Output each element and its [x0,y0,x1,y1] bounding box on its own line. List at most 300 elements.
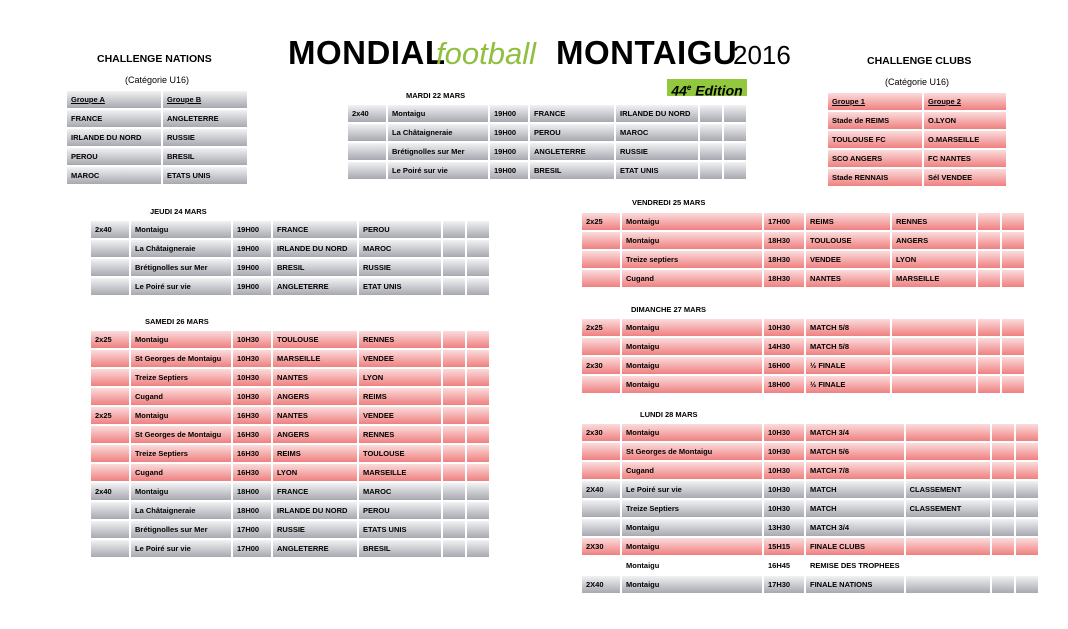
match-team-home-cell: FINALE CLUBS [806,538,904,555]
match-row [91,388,489,405]
match-team-away-cell [906,424,990,441]
group-header-cell: Groupe 1 [828,93,922,110]
match-format-cell [582,443,620,460]
match-team-home-cell: REIMS [273,445,357,462]
group-row [67,167,247,184]
match-blank-cell [1016,500,1038,517]
match-blank-cell [443,350,465,367]
day-lundi: LUNDI 28 MARS [640,410,698,419]
match-team-away-cell: VENDEE [359,350,441,367]
match-blank-cell [992,519,1014,536]
match-team-home-cell: ANGLETERRE [273,278,357,295]
match-blank-cell [724,143,746,160]
match-row [582,232,1024,249]
match-venue-cell: Cugand [131,464,231,481]
match-blank-cell [443,221,465,238]
match-format-cell [91,240,129,257]
match-blank-cell [467,278,489,295]
schedule-lundi-table [580,422,1040,595]
match-format-cell [348,124,386,141]
group-team-cell: MAROC [67,167,161,184]
schedule-samedi-table [89,329,491,559]
match-team-away-cell: RUSSIE [359,259,441,276]
match-team-home-cell: MATCH 7/8 [806,462,904,479]
match-time-cell: 17H00 [233,540,271,557]
match-blank-cell [978,338,1000,355]
match-venue-cell: Montaigu [622,538,762,555]
match-venue-cell: Montaigu [388,105,488,122]
match-blank-cell [443,407,465,424]
match-row [582,443,1038,460]
match-team-home-cell: ANGERS [273,426,357,443]
match-blank-cell [443,278,465,295]
match-venue-cell: St Georges de Montaigu [622,443,762,460]
match-blank-cell [978,251,1000,268]
match-blank-cell [978,319,1000,336]
match-format-cell [582,338,620,355]
match-format-cell [582,500,620,517]
match-format-cell: 2x40 [91,483,129,500]
match-time-cell: 19H00 [490,105,528,122]
schedule-dimanche-table [580,317,1026,395]
match-team-away-cell: PEROU [359,221,441,238]
match-blank-cell [978,357,1000,374]
match-team-away-cell [906,462,990,479]
match-time-cell: 10H30 [233,388,271,405]
match-venue-cell: Montaigu [622,357,762,374]
match-team-home-cell: FRANCE [273,221,357,238]
match-time-cell: 18H30 [764,232,804,249]
match-team-home-cell: LYON [273,464,357,481]
match-row [91,464,489,481]
clubs-subtitle: (Catégorie U16) [885,77,950,87]
edition-text: Edition [691,82,743,99]
match-blank-cell [467,350,489,367]
match-team-home-cell: MATCH 3/4 [806,519,904,536]
match-blank-cell [1016,538,1038,555]
match-time-cell: 18H30 [764,270,804,287]
match-team-away-cell: ANGERS [892,232,976,249]
match-team-away-cell [906,443,990,460]
group-team-cell: ETATS UNIS [163,167,247,184]
match-venue-cell: Montaigu [131,483,231,500]
match-row [348,124,746,141]
group-header-row [828,93,1006,110]
match-blank-cell [1002,270,1024,287]
match-format-cell [582,270,620,287]
match-row [582,376,1024,393]
match-row [582,500,1038,517]
match-team-home-cell: MATCH 5/8 [806,338,890,355]
match-blank-cell [992,481,1014,498]
group-row [67,129,247,146]
match-time-cell: 10H30 [764,500,804,517]
match-time-cell: 10H30 [764,319,804,336]
match-blank-cell [443,445,465,462]
match-format-cell: 2x25 [91,407,129,424]
match-venue-cell: Le Poiré sur vie [131,540,231,557]
match-blank-cell [700,105,722,122]
match-format-cell: 2X40 [582,576,620,593]
match-venue-cell: Treize septiers [622,251,762,268]
title-year: 2016 [733,40,791,70]
match-team-away-cell: RENNES [892,213,976,230]
match-format-cell [582,519,620,536]
match-team-home-cell: NANTES [273,369,357,386]
title-mondial: MONDIAL [288,34,446,71]
group-team-cell: BRESIL [163,148,247,165]
match-time-cell: 19H00 [490,143,528,160]
match-row [348,143,746,160]
match-venue-cell: Brétignolles sur Mer [388,143,488,160]
group-row [828,112,1006,129]
match-blank-cell [1016,443,1038,460]
match-venue-cell: Montaigu [622,424,762,441]
group-team-cell: SCO ANGERS [828,150,922,167]
match-row [582,270,1024,287]
match-venue-cell: Montaigu [622,232,762,249]
match-time-cell: 19H00 [490,162,528,179]
group-team-cell: FC NANTES [924,150,1006,167]
match-blank-cell [992,538,1014,555]
match-team-away-cell [892,319,976,336]
match-blank-cell [978,376,1000,393]
match-team-away-cell: CLASSEMENT [906,500,990,517]
match-blank-cell [1016,557,1038,574]
schedule-vendredi-table [580,211,1026,289]
match-format-cell [348,143,386,160]
match-blank-cell [443,331,465,348]
match-row [91,445,489,462]
schedule-mardi-table [346,103,748,181]
match-blank-cell [724,162,746,179]
match-row [91,521,489,538]
match-team-away-cell: MAROC [616,124,698,141]
match-team-home-cell: ½ FINALE [806,376,890,393]
match-team-home-cell: ½ FINALE [806,357,890,374]
match-blank-cell [443,464,465,481]
match-team-home-cell: BRESIL [530,162,614,179]
match-row [582,576,1038,593]
match-time-cell: 16H00 [764,357,804,374]
match-blank-cell [467,464,489,481]
match-format-cell: 2X30 [582,538,620,555]
match-time-cell: 15H15 [764,538,804,555]
match-time-cell: 19H00 [233,240,271,257]
match-row [348,162,746,179]
match-venue-cell: La Châtaigneraie [131,502,231,519]
match-time-cell: 18H30 [764,251,804,268]
match-row [91,350,489,367]
match-blank-cell [443,483,465,500]
group-team-cell: ANGLETERRE [163,110,247,127]
match-format-cell [582,557,620,574]
match-time-cell: 10H30 [764,481,804,498]
match-blank-cell [992,557,1014,574]
match-time-cell: 18H00 [764,376,804,393]
match-format-cell [348,162,386,179]
match-team-away-cell: BRESIL [359,540,441,557]
match-time-cell: 10H30 [764,424,804,441]
nations-subtitle: (Catégorie U16) [125,75,190,85]
match-format-cell [91,369,129,386]
match-format-cell [582,376,620,393]
match-team-away-cell: PEROU [359,502,441,519]
match-row [91,369,489,386]
match-venue-cell: Brétignolles sur Mer [131,521,231,538]
match-blank-cell [1002,319,1024,336]
match-blank-cell [992,576,1014,593]
match-team-home-cell: IRLANDE DU NORD [273,502,357,519]
group-row [828,169,1006,186]
match-row [582,213,1024,230]
match-row [91,259,489,276]
match-format-cell: 2X40 [582,481,620,498]
match-venue-cell: Treize Septiers [131,445,231,462]
match-venue-cell: Montaigu [622,519,762,536]
match-time-cell: 10H30 [764,462,804,479]
group-row [828,131,1006,148]
group-header-row [67,91,247,108]
nations-title: CHALLENGE NATIONS [97,53,212,65]
match-format-cell [582,462,620,479]
match-row [582,319,1024,336]
match-row [91,483,489,500]
match-blank-cell [992,443,1014,460]
match-blank-cell [443,240,465,257]
match-blank-cell [1016,462,1038,479]
group-team-cell: Stade RENNAIS [828,169,922,186]
group-team-cell: FRANCE [67,110,161,127]
match-blank-cell [467,407,489,424]
match-blank-cell [700,124,722,141]
match-format-cell [91,445,129,462]
match-team-home-cell: PEROU [530,124,614,141]
match-venue-cell: Cugand [622,270,762,287]
match-row [582,338,1024,355]
match-time-cell: 13H30 [764,519,804,536]
match-blank-cell [467,240,489,257]
match-time-cell: 17H00 [764,213,804,230]
match-team-away-cell: RENNES [359,426,441,443]
match-team-away-cell: RENNES [359,331,441,348]
match-team-home-cell: ANGERS [273,388,357,405]
match-team-away-cell [906,519,990,536]
match-format-cell: 2x25 [582,319,620,336]
match-time-cell: 16H45 [768,561,791,570]
match-team-home-cell: RUSSIE [273,521,357,538]
match-team-away-cell: MARSEILLE [892,270,976,287]
match-format-cell [91,278,129,295]
match-blank-cell [978,232,1000,249]
match-team-away-cell: REIMS [359,388,441,405]
day-samedi: SAMEDI 26 MARS [145,317,209,326]
match-time-cell: 19H00 [490,124,528,141]
match-time-cell: 10H30 [233,350,271,367]
match-format-cell: 2x30 [582,424,620,441]
match-format-cell: 2x25 [582,213,620,230]
match-blank-cell [443,259,465,276]
match-team-home-cell: NANTES [273,407,357,424]
match-row [582,519,1038,536]
match-row [91,240,489,257]
match-team-home-cell: MATCH [806,500,904,517]
match-row [582,251,1024,268]
day-vendredi: VENDREDI 25 MARS [632,198,706,207]
group-row [67,110,247,127]
edition-number: 44 [671,82,687,99]
match-blank-cell [1002,357,1024,374]
match-blank-cell [1016,576,1038,593]
match-team-away-cell: VENDEE [359,407,441,424]
match-team-home-cell: MATCH 3/4 [806,424,904,441]
group-team-cell: PEROU [67,148,161,165]
match-format-cell [582,251,620,268]
match-team-home-cell: FINALE NATIONS [806,576,904,593]
match-time-cell: 14H30 [764,338,804,355]
match-blank-cell [1002,213,1024,230]
match-time-cell: 10H30 [233,369,271,386]
match-venue-cell: Le Poiré sur vie [622,481,762,498]
match-format-cell: 2x30 [582,357,620,374]
match-team-away-cell: ETAT UNIS [359,278,441,295]
group-header-cell: Groupe B [163,91,247,108]
match-venue-cell: Montaigu [622,213,762,230]
match-time-cell: 19H00 [233,278,271,295]
match-team-away-cell: MAROC [359,240,441,257]
match-venue-cell: Montaigu [131,221,231,238]
match-venue-cell: La Châtaigneraie [388,124,488,141]
match-team-away-cell: MARSEILLE [359,464,441,481]
match-venue-cell: Montaigu [622,376,762,393]
match-time-cell: 16H30 [233,426,271,443]
match-team-home-cell: NANTES [806,270,890,287]
match-row [582,481,1038,498]
day-jeudi: JEUDI 24 MARS [150,207,207,216]
match-venue-cell: Le Poiré sur vie [131,278,231,295]
group-team-cell: Sél VENDEE [924,169,1006,186]
match-team-away-cell [906,557,990,574]
match-team-away-cell: ETAT UNIS [616,162,698,179]
match-blank-cell [467,259,489,276]
match-team-away-cell [906,538,990,555]
match-blank-cell [1016,519,1038,536]
match-row [91,221,489,238]
match-blank-cell [1002,232,1024,249]
match-team-home-cell: ANGLETERRE [273,540,357,557]
match-time-cell: 19H00 [233,221,271,238]
match-team-home-cell: FRANCE [530,105,614,122]
match-blank-cell [467,445,489,462]
match-blank-cell [724,124,746,141]
match-venue-cell: Brétignolles sur Mer [131,259,231,276]
group-team-cell: IRLANDE DU NORD [67,129,161,146]
match-venue-cell: Montaigu [622,319,762,336]
match-team-home-cell: BRESIL [273,259,357,276]
match-blank-cell [467,221,489,238]
match-blank-cell [467,388,489,405]
match-team-home-cell: MATCH 5/6 [806,443,904,460]
match-row [582,462,1038,479]
match-time-cell: 10H30 [764,443,804,460]
match-time-cell: 19H00 [233,259,271,276]
match-format-cell [582,232,620,249]
match-format-cell [91,464,129,481]
match-team-home-cell: FRANCE [273,483,357,500]
day-mardi: MARDI 22 MARS [406,91,466,100]
match-team-away-cell: TOULOUSE [359,445,441,462]
match-venue-cell: Treize Septiers [622,500,762,517]
match-blank-cell [443,540,465,557]
match-row [91,278,489,295]
match-venue-cell: La Châtaigneraie [131,240,231,257]
match-venue-cell: Montaigu [131,407,231,424]
match-team-home-cell: MATCH [806,481,904,498]
match-venue-cell: St Georges de Montaigu [131,350,231,367]
match-blank-cell [1002,338,1024,355]
match-venue-cell: Cugand [131,388,231,405]
match-team-away-cell [892,357,976,374]
match-row [582,357,1024,374]
clubs-groups-table [826,91,1008,188]
match-blank-cell [724,105,746,122]
match-blank-cell [467,369,489,386]
match-blank-cell [992,500,1014,517]
match-blank-cell [443,521,465,538]
match-team-home-cell: MARSEILLE [273,350,357,367]
match-blank-cell [443,502,465,519]
group-team-cell: O.LYON [924,112,1006,129]
schedule-jeudi-table [89,219,491,297]
match-blank-cell [992,462,1014,479]
title-montaigu: MONTAIGU [556,34,738,71]
match-team-away-cell: LYON [892,251,976,268]
match-row [582,424,1038,441]
match-row [91,407,489,424]
match-team-away-cell: RUSSIE [616,143,698,160]
group-header-cell: Groupe A [67,91,161,108]
match-venue-cell: St Georges de Montaigu [131,426,231,443]
group-row [828,150,1006,167]
match-blank-cell [1016,481,1038,498]
match-blank-cell [467,331,489,348]
match-venue-cell: Montaigu [622,576,762,593]
match-format-cell [91,502,129,519]
match-team-away-cell: MAROC [359,483,441,500]
group-row [67,148,247,165]
match-blank-cell [978,213,1000,230]
match-team-away-cell: CLASSEMENT [906,481,990,498]
group-team-cell: RUSSIE [163,129,247,146]
match-format-cell [91,259,129,276]
match-format-cell [91,426,129,443]
match-team-away-cell [892,376,976,393]
match-team-home-cell: REIMS [806,213,890,230]
match-blank-cell [992,424,1014,441]
match-team-home-cell: REMISE DES TROPHEES [810,561,900,570]
match-time-cell: 18H00 [233,483,271,500]
match-row [582,557,1038,574]
match-time-cell: 17H30 [764,576,804,593]
match-blank-cell [467,426,489,443]
match-format-cell: 2x25 [91,331,129,348]
match-row [91,426,489,443]
match-venue-cell: Treize Septiers [131,369,231,386]
match-blank-cell [978,270,1000,287]
match-team-home-cell: MATCH 5/8 [806,319,890,336]
match-format-cell [91,540,129,557]
match-team-home-cell: TOULOUSE [806,232,890,249]
